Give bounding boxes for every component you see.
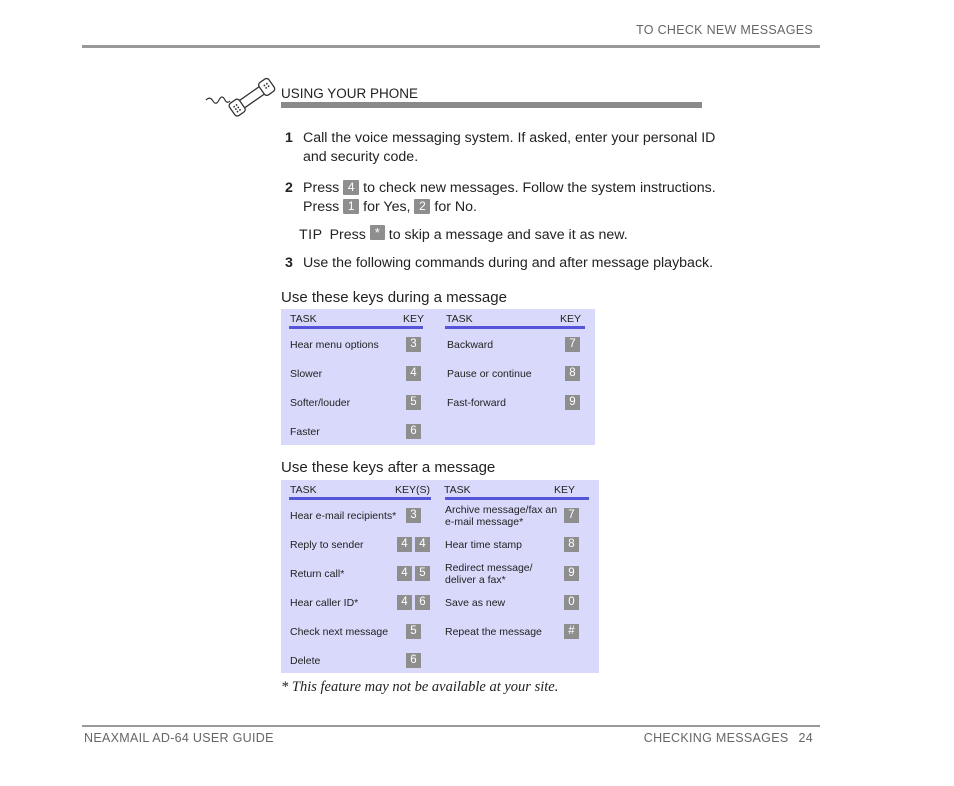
column-header-task: TASK: [446, 313, 473, 325]
step-number: 3: [285, 255, 293, 271]
task-label: Hear time stamp: [445, 539, 523, 551]
keypad-key: 3: [406, 508, 421, 523]
keypad-key: 5: [406, 395, 421, 410]
header-rule: [82, 45, 820, 48]
step-text: Use the following commands during and after message playback.: [303, 255, 714, 271]
after-keys-table: [281, 480, 599, 673]
section-title-rest: SING YOUR PHONE: [290, 86, 419, 101]
keypad-key: 7: [564, 508, 579, 523]
keypad-key: 4: [415, 537, 430, 552]
footer-chapter-title: CHECKING MESSAGES: [643, 731, 789, 745]
task-line: deliver a fax*: [445, 574, 506, 586]
footer-rule: [82, 725, 820, 727]
column-header-key: KEY: [560, 313, 582, 325]
keypad-key: 5: [415, 566, 430, 581]
footer-guide-title: NEAXMAIL AD-64 USER GUIDE: [84, 731, 274, 745]
task-label: Repeat the message: [445, 626, 542, 638]
keypad-key: 6: [406, 424, 421, 439]
keypad-key: 7: [565, 337, 580, 352]
task-label: Faster: [290, 426, 320, 438]
column-rule: [289, 497, 431, 500]
during-table-title: Use these keys during a message: [281, 289, 507, 306]
footnote: * This feature may not be available at your site.: [281, 679, 559, 695]
keypad-key: 8: [565, 366, 580, 381]
keypad-key: 8: [564, 537, 579, 552]
task-label: Fast-forward: [447, 397, 506, 409]
keypad-key: 4: [343, 180, 359, 195]
keypad-key: 6: [406, 653, 421, 668]
during-keys-table: [281, 309, 595, 445]
keypad-key: 5: [406, 624, 421, 639]
column-header-task: TASK: [290, 313, 317, 325]
star-key-icon: *: [370, 225, 385, 240]
footer-chapter: [644, 731, 813, 745]
step-line: and security code.: [303, 149, 419, 165]
task-label: Backward: [447, 339, 494, 351]
step-number: 2: [285, 180, 293, 196]
step-word: Press: [303, 180, 340, 196]
task-label: Slower: [290, 368, 323, 380]
keypad-key: 9: [565, 395, 580, 410]
keypad-key: #: [564, 624, 579, 639]
task-label: Pause or continue: [447, 368, 532, 380]
running-header: TO CHECK NEW MESSAGES: [636, 23, 813, 37]
task-line: Archive message/fax an: [445, 504, 558, 516]
task-label: Hear menu options: [290, 339, 379, 351]
column-header-task: TASK: [290, 484, 317, 496]
task-label: Save as new: [445, 597, 506, 609]
step-word: Press: [303, 199, 340, 215]
step-line: Call the voice messaging system. If asked, enter your personal ID: [303, 130, 716, 146]
step-number: 1: [285, 130, 293, 146]
keypad-key: 1: [343, 199, 359, 214]
column-header-key: KEY: [403, 313, 425, 325]
task-line: e-mail message*: [445, 516, 524, 528]
keypad-key: 2: [414, 199, 430, 214]
tip-word: to skip a message and save it as new.: [388, 227, 628, 243]
task-label: [445, 562, 533, 586]
keypad-key: 4: [397, 595, 412, 610]
task-label: Return call*: [290, 568, 345, 580]
column-rule: [289, 326, 423, 329]
tip-label: TIP: [299, 227, 323, 243]
column-header-key: KEY: [554, 484, 576, 496]
task-label: Reply to sender: [290, 539, 364, 551]
task-label: Check next message: [290, 626, 389, 638]
after-table-title: Use these keys after a message: [281, 459, 496, 476]
telephone-handset-icon: [204, 76, 278, 118]
section-title: [281, 86, 418, 101]
step-text: [303, 129, 715, 167]
page-number: 24: [798, 731, 813, 745]
step-word: for Yes,: [363, 199, 411, 215]
task-label: [445, 504, 557, 528]
task-line: Redirect message/: [445, 562, 533, 574]
step-text: [303, 179, 716, 217]
column-rule: [445, 497, 589, 500]
task-label: Hear e-mail recipients*: [290, 510, 397, 522]
task-label: Delete: [290, 655, 321, 667]
tip: [299, 225, 628, 243]
task-label: Softer/louder: [290, 397, 351, 409]
keypad-key: 4: [406, 366, 421, 381]
task-label: Hear caller ID*: [290, 597, 359, 609]
section-rule: [281, 102, 702, 108]
section-title-initial: U: [281, 86, 291, 101]
keypad-key: 0: [564, 595, 579, 610]
keypad-key: 4: [397, 566, 412, 581]
keypad-key: 3: [406, 337, 421, 352]
keypad-key: 9: [564, 566, 579, 581]
tip-word: Press: [329, 227, 366, 243]
column-header-keys: KEY(S): [395, 484, 431, 496]
keypad-key: 6: [415, 595, 430, 610]
keypad-key: 4: [397, 537, 412, 552]
step-word: to check new messages. Follow the system instructions.: [363, 180, 716, 196]
step-word: for No.: [434, 199, 477, 215]
column-rule: [445, 326, 585, 329]
column-header-task: TASK: [444, 484, 471, 496]
